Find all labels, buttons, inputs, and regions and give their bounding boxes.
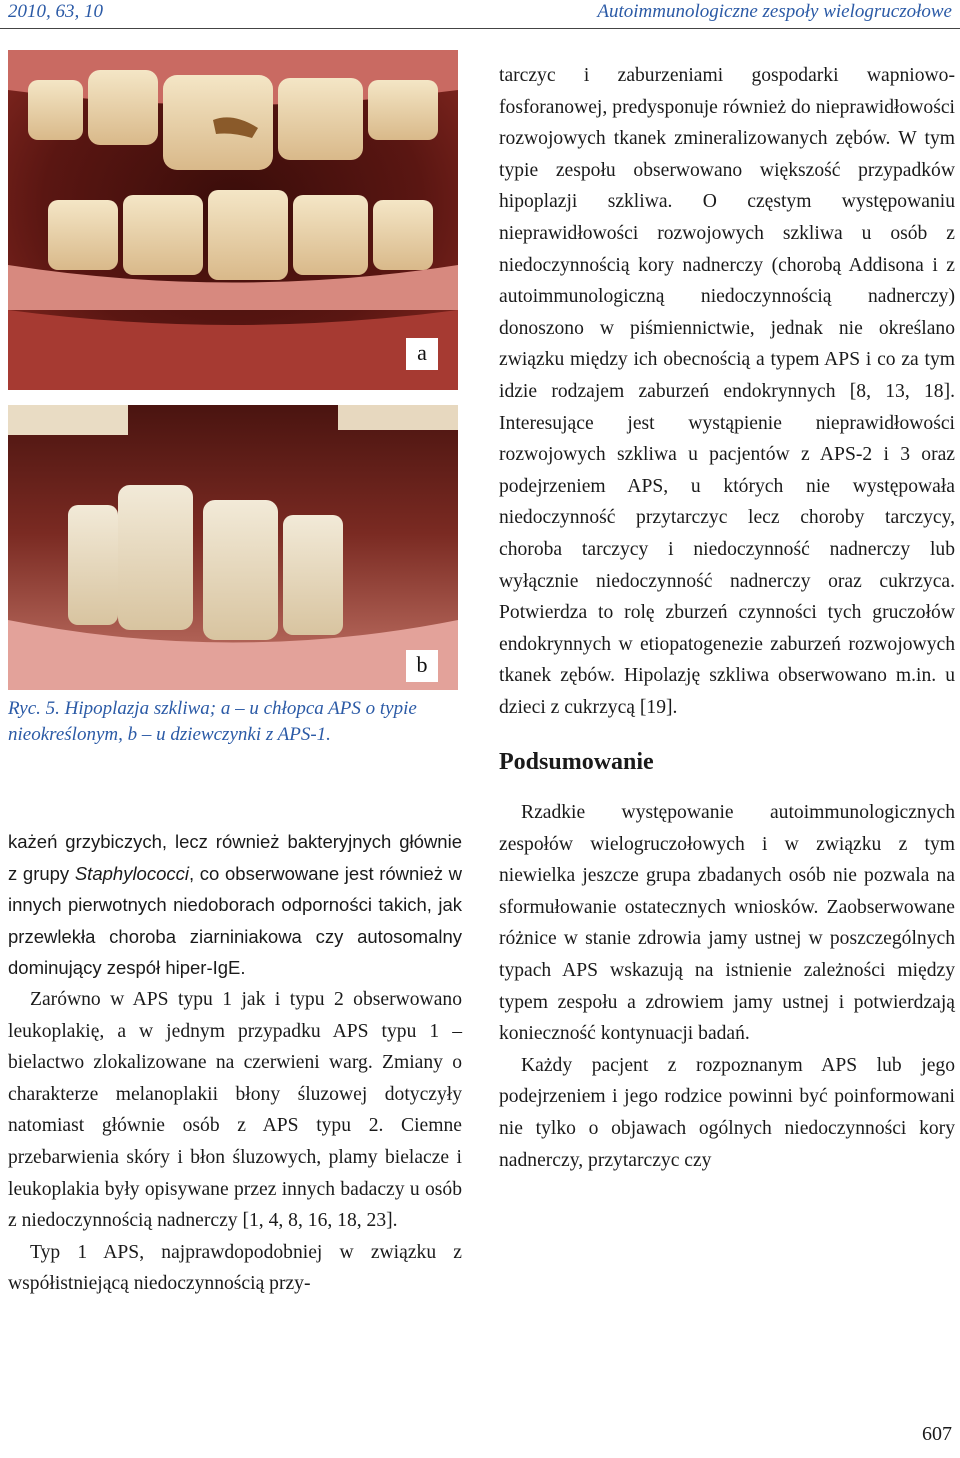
running-header: [0, 0, 960, 29]
left-column: [8, 826, 462, 1300]
paragraph: Zarówno w APS typu 1 jak i typu 2 obserwowano leukoplakię, a w jednym przypadku APS typu 1 – bielactwo zlokalizowane na czerwieni warg. Zmiany o charakterze melanoplakii błony śluzowej dotyczyły natomiast głównie osób z APS typu 2. Ciemne przebarwienia skóry i błon śluzowych, plamy bielacze i leukoplakia były opisywane przez innych badaczy u osób z niedoczynnością nadnerczy [1, 4, 8, 16, 18, 23].: [8, 988, 462, 1232]
text-run: każeń grzybiczych, lecz również bakteryjnych głównie z grupy: [8, 831, 462, 884]
paragraph: tarczyc i zaburzeniami gospodarki wapniowo-fosforanowej, predysponuje również do nieprawidłowości rozwojowych tkanek zmineralizowanych zębów. W tym typie zespołu obserwowano większość przypadków hipoplazji szkliwa. O częstym występowaniu nieprawidłowości rozwojowych szkliwa u osób z niedoczynnością kory nadnerczy (chorobą Addisona i z autoimmunologiczną niedoczynnością nadnerczy) donoszono w piśmiennictwie, jednak nie określano związku między ich obecnością a typem APS i co za tym idzie rodzajem zaburzeń endokrynnych [8, 13, 18]. Interesujące jest wystąpienie nieprawidłowości rozwojowych szkliwa u pacjentów z APS-2 i 3 oraz podejrzeniem APS, u których nie występowała niedoczynność przytarczyc lecz choroby tarczycy, choroba tarczycy i niedoczynność nadnerczy lub wyłącznie niedoczynność nadnerczy oraz cukrzyca. Potwierdza to rolę zburzeń czynności tych gruczołów endokrynnych w etiopatogenezie zaburzeń rozwojowych tkanek zębów. Hipolazję szkliwa obserwowano m.in. u dzieci z cukrzycą [19].: [499, 65, 955, 718]
italic-term: Staphylococci: [74, 862, 189, 884]
right-column: [499, 60, 955, 1176]
running-title: Autoimmunologiczne zespoły wielogruczołowe: [597, 1, 952, 22]
paragraph: Rzadkie występowanie autoimmunologicznych zespołów wielogruczołowych i w związku z tym niewielka jeszcze grupa zbadanych osób nie pozwala na sformułowanie ostatecznych wniosków. Zaobserwowane różnice w stanie zdrowia jamy ustnej w poszczególnych typach APS wskazują na istnienie zależności między typem zespołu a zdrowiem jamy ustnej i potwierdzają konieczność kontynuacji badań.: [499, 802, 955, 1045]
page-number: 607: [922, 1423, 952, 1445]
panel-label-a: a: [406, 338, 438, 370]
dental-photo-a: [8, 50, 458, 390]
section-heading: Podsumowanie: [499, 749, 654, 776]
paragraph: Każdy pacjent z rozpoznanym APS lub jego podejrzeniem i jego rodzice powinni być poinformowani nie tylko o objawach ogólnych niedoczynności kory nadnerczy, przytarczyc czy: [499, 1054, 955, 1171]
text-run: , co obserwowane jest również w innych pierwotnych niedoborach odporności takich, jak przewlekła choroba ziarniniakowa czy autosomalny dominujący zespół hiper-IgE.: [8, 862, 462, 979]
paragraph: [8, 826, 462, 984]
figure-photo-a: [8, 50, 458, 390]
figure-photo-b: [8, 405, 458, 690]
dental-photo-b: [8, 405, 458, 690]
paragraph: Typ 1 APS, najprawdopodobniej w związku z współistniejącą niedoczynnością przy-: [8, 1241, 462, 1295]
figure-caption: Ryc. 5. Hipoplazja szkliwa; a – u chłopca APS o typie nieokreślonym, b – u dziewczynki z APS-1.: [8, 698, 417, 745]
panel-label-b: b: [406, 650, 438, 682]
journal-citation: 2010, 63, 10: [8, 1, 103, 22]
